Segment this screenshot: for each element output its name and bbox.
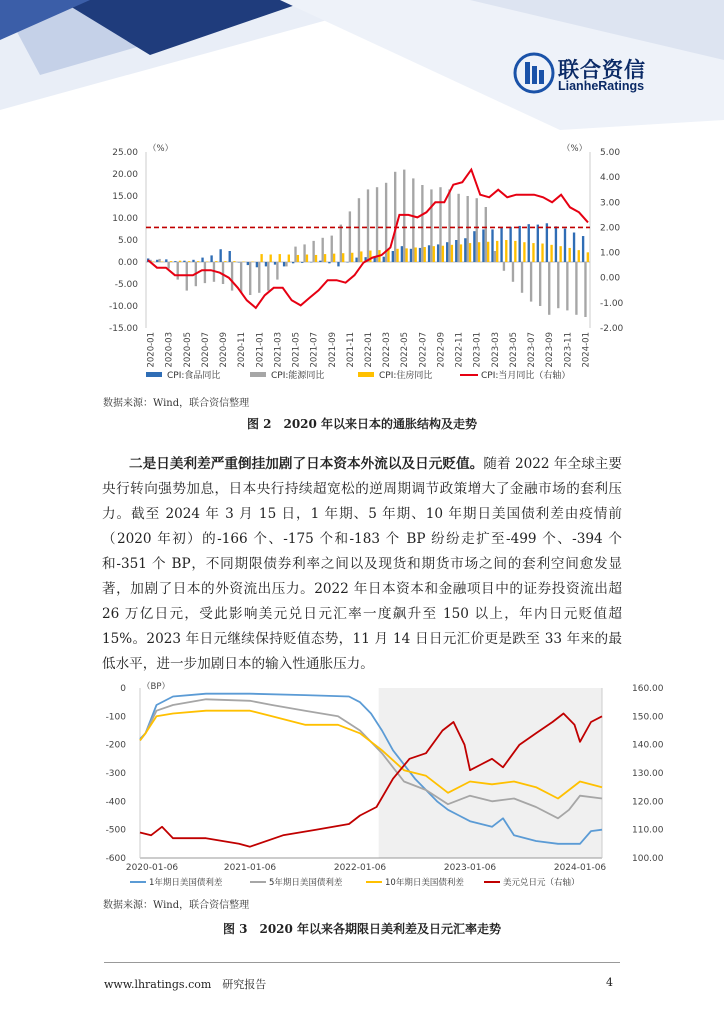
fig3-left-tick-label: 0 <box>120 684 126 694</box>
fig2-bar-s1 <box>367 189 369 262</box>
fig3-left-tick-label: -400 <box>105 797 126 808</box>
fig2-bar-s1 <box>358 198 360 262</box>
company-logo <box>514 52 704 100</box>
fig2-bar-s2 <box>487 242 489 262</box>
fig2-bar-s2 <box>451 245 453 262</box>
fig2-bar-s1 <box>322 238 324 262</box>
logo-text-cn: 联合资信 <box>558 58 646 82</box>
fig3-x-tick-label: 2020-01-06 <box>125 863 179 873</box>
logo-text-en: LianheRatings <box>558 79 645 93</box>
fig2-right-tick-label: 3.00 <box>600 198 621 209</box>
fig2-x-tick-label: 2022-01 <box>364 332 374 368</box>
fig2-left-tick-label: -5.00 <box>114 280 138 290</box>
fig3-right-tick-label: 130.00 <box>632 769 664 779</box>
fig2-bar-s2 <box>197 261 199 262</box>
fig2-bar-s2 <box>505 240 507 262</box>
fig2-legend-label: CPI:食品同比 <box>167 371 221 381</box>
fig2-bar-s1 <box>285 262 287 266</box>
fig2-bar-s1 <box>494 251 496 262</box>
fig2-x-tick-label: 2023-01 <box>472 332 483 368</box>
fig2-bar-s1 <box>276 262 278 280</box>
fig2-bar-s0 <box>446 242 448 262</box>
fig3-x-tick-label: 2024-01-06 <box>553 863 607 873</box>
fig2-bar-s1 <box>249 262 251 295</box>
fig2-bar-s2 <box>306 255 308 262</box>
fig3-legend-label: 1年期日美国债利差 <box>149 878 223 888</box>
fig2-bar-s0 <box>401 246 403 262</box>
fig2-bar-s2 <box>170 261 172 262</box>
fig2-bar-s2 <box>496 241 498 262</box>
fig2-bar-s0 <box>192 260 194 262</box>
fig2-bar-s1 <box>575 262 577 315</box>
fig2-bar-s2 <box>215 261 217 262</box>
footer-website: www.lhratings.com 研究报告 <box>104 978 267 991</box>
fig2-bar-s0 <box>229 251 231 262</box>
fig2-bar-s1 <box>539 262 541 306</box>
fig2-bar-s2 <box>433 246 435 262</box>
fig2-bar-s1 <box>331 236 333 262</box>
fig3-right-tick-label: 110.00 <box>632 825 664 836</box>
fig2-bar-s0 <box>247 262 249 265</box>
fig2-bar-s2 <box>297 255 299 262</box>
fig2-x-tick-label: 2020-05 <box>182 332 193 368</box>
fig2-right-tick-label: 2.00 <box>600 223 621 234</box>
fig2-bar-s2 <box>288 255 290 262</box>
fig2-right-tick-label: -2.00 <box>600 324 624 334</box>
fig2-bar-s2 <box>188 261 190 262</box>
footer-divider <box>104 962 620 963</box>
fig2-bar-s1 <box>240 262 242 293</box>
fig2-bar-s0 <box>528 224 530 262</box>
fig2-bar-s0 <box>582 236 584 262</box>
fig2-bar-s2 <box>333 254 335 262</box>
fig2-bar-s1 <box>584 262 586 317</box>
fig2-bar-s1 <box>466 196 468 262</box>
fig2-bar-s0 <box>573 233 575 262</box>
fig2-bar-s1 <box>430 189 432 262</box>
fig2-bar-s1 <box>167 262 169 269</box>
fig2-left-tick-label: 15.00 <box>112 192 138 202</box>
fig3-legend-label: 5年期日美国债利差 <box>269 878 343 888</box>
fig2-bar-s1 <box>258 262 260 293</box>
fig2-bar-s0 <box>174 261 176 262</box>
fig3-right-tick-label: 150.00 <box>632 712 664 723</box>
fig2-bar-s1 <box>421 185 423 262</box>
fig2-bar-s1 <box>303 244 305 262</box>
fig2-bar-s2 <box>360 251 362 262</box>
fig2-bar-s1 <box>485 207 487 262</box>
fig2-left-tick-label: 20.00 <box>112 170 138 180</box>
fig2-bar-s2 <box>233 261 235 262</box>
fig2-bar-s1 <box>412 178 414 262</box>
fig3-left-tick-label: -500 <box>105 825 126 836</box>
fig2-bar-s0 <box>283 262 285 266</box>
fig2-bar-s0 <box>156 260 158 262</box>
fig3-right-tick-label: 120.00 <box>632 797 664 808</box>
fig2-bar-s2 <box>559 246 561 262</box>
page-number: 4 <box>606 976 613 989</box>
fig2-bar-s0 <box>482 229 484 262</box>
fig2-bar-s2 <box>442 246 444 262</box>
fig2-bar-s0 <box>500 228 502 262</box>
fig2-legend-swatch <box>146 372 162 377</box>
fig2-bar-s1 <box>530 262 532 302</box>
fig2-x-tick-label: 2023-07 <box>527 332 538 368</box>
fig2-bar-s2 <box>424 247 426 262</box>
fig3-right-tick-label: 100.00 <box>632 854 664 864</box>
body-text: 随着 2022 年全球主要央行转向强势加息，日本央行持续超宽松的逆周期调节政策增大了金融市场的套利压力。截至 2024 年 3 月 15 日，1 年期、5 年期、10 年期日美国债利差由疫情前（2020 年初）的-166 个、-175 个和-183 个 BP 纷纷走扩至-499 个、-394 个和-351 个 BP，不同期限债券利率之间以及现货和期货市场之间的套利空间愈发显著，加剧了日本的外资流出压力。2022 年日本资本和金融项目中的证券投资流出超 26 万亿日元，受此影响美元兑日元汇率一度飙升至 150 以上，年内日元贬值超 15%。2023 年日元继续保持贬值态势，11 月 14 日日元汇价更是跌至 33 年来的最低水平，进一步加剧日本的输入性通胀压力。 <box>102 456 622 672</box>
fig2-bar-s2 <box>405 248 407 262</box>
figure3-svg <box>100 678 664 893</box>
fig3-left-tick-label: -600 <box>105 854 126 864</box>
fig2-bar-s0 <box>337 262 339 266</box>
fig2-bar-s2 <box>279 254 281 262</box>
fig2-bar-s0 <box>437 244 439 262</box>
fig2-bar-s0 <box>473 231 475 262</box>
fig3-legend-label: 10年期日美国债利差 <box>385 878 464 888</box>
fig2-bar-s2 <box>324 254 326 262</box>
fig2-legend-label: CPI:能源同比 <box>271 371 325 381</box>
fig2-bar-s1 <box>267 262 269 291</box>
fig2-bar-s0 <box>464 238 466 262</box>
fig2-bar-s0 <box>419 248 421 262</box>
fig2-bar-s2 <box>569 248 571 262</box>
fig2-bar-s2 <box>532 243 534 262</box>
fig2-x-tick-label: 2021-05 <box>291 332 302 368</box>
fig2-bar-s2 <box>523 242 525 262</box>
fig2-bar-s0 <box>319 261 321 262</box>
fig2-x-tick-label: 2024-01 <box>581 331 592 368</box>
fig2-bar-s1 <box>294 247 296 262</box>
fig2-x-tick-label: 2020-07 <box>200 332 211 368</box>
fig2-bar-s0 <box>201 258 203 262</box>
fig2-bar-s2 <box>541 244 543 262</box>
fig2-bar-s0 <box>509 227 511 262</box>
figure3-chart <box>100 678 664 893</box>
fig2-bar-s0 <box>491 229 493 262</box>
fig2-bar-s0 <box>265 262 267 266</box>
fig2-left-tick-label: 0.00 <box>117 258 138 268</box>
fig2-x-tick-label: 2022-05 <box>400 332 411 368</box>
fig2-x-tick-label: 2021-09 <box>327 332 338 368</box>
fig2-bar-s0 <box>183 261 185 262</box>
fig2-x-tick-label: 2021-01 <box>255 332 266 368</box>
fig2-bar-s1 <box>548 262 550 315</box>
fig2-bar-s2 <box>179 261 181 262</box>
fig2-bar-s2 <box>550 245 552 262</box>
fig2-bar-s1 <box>476 198 478 262</box>
fig2-bar-s1 <box>158 259 160 262</box>
fig2-bar-s1 <box>503 262 505 271</box>
figure2-chart <box>100 140 630 390</box>
fig2-bar-s0 <box>256 262 258 267</box>
fig2-bar-s2 <box>514 241 516 262</box>
fig2-x-tick-label: 2020-01 <box>146 332 157 368</box>
fig2-bar-s1 <box>186 262 188 291</box>
fig2-bar-s0 <box>546 223 548 262</box>
fig2-bar-s1 <box>340 225 342 262</box>
fig2-legend-label: CPI:住房同比 <box>379 371 433 381</box>
fig2-x-tick-label: 2022-09 <box>436 332 447 368</box>
fig2-x-tick-label: 2023-11 <box>563 332 574 368</box>
fig2-bar-s1 <box>557 262 559 308</box>
fig2-bar-s1 <box>376 187 378 262</box>
fig2-bar-s2 <box>469 243 471 262</box>
fig2-bar-s2 <box>342 253 344 262</box>
fig2-bar-s0 <box>410 249 412 262</box>
fig2-bar-s0 <box>210 255 212 262</box>
fig2-bar-s1 <box>448 189 450 262</box>
fig2-bar-s0 <box>564 229 566 262</box>
fig2-left-unit: （%） <box>148 144 174 154</box>
fig2-bar-s0 <box>537 225 539 262</box>
fig2-x-tick-label: 2021-03 <box>273 332 284 368</box>
fig2-bar-s0 <box>301 262 303 263</box>
fig2-x-tick-label: 2023-09 <box>545 332 556 368</box>
fig3-left-tick-label: -100 <box>105 712 126 723</box>
fig2-bar-s2 <box>587 252 589 262</box>
fig2-bar-s1 <box>521 262 523 293</box>
fig2-bar-s2 <box>224 261 226 262</box>
fig2-bar-s1 <box>439 187 441 262</box>
fig2-bar-s1 <box>394 172 396 262</box>
fig2-bar-s2 <box>414 247 416 262</box>
fig3-right-tick-label: 160.00 <box>632 684 664 694</box>
fig2-x-tick-label: 2022-03 <box>382 332 393 368</box>
logo-icon <box>514 52 554 94</box>
fig2-left-tick-label: 10.00 <box>112 214 138 224</box>
fig2-bar-s1 <box>512 262 514 282</box>
figure2-svg <box>100 140 630 390</box>
fig2-bar-s0 <box>383 257 385 262</box>
fig2-bar-s2 <box>478 242 480 262</box>
fig2-x-tick-label: 2020-09 <box>219 332 230 368</box>
fig2-legend-swatch <box>358 372 374 377</box>
fig2-x-tick-label: 2020-03 <box>164 332 175 368</box>
fig2-bar-s2 <box>315 255 317 262</box>
fig2-x-tick-label: 2021-07 <box>309 332 320 368</box>
fig2-bar-s0 <box>428 245 430 262</box>
fig2-bar-s0 <box>328 262 330 263</box>
fig2-bar-s1 <box>349 211 351 262</box>
fig2-x-tick-label: 2022-11 <box>454 332 465 368</box>
fig2-bar-s1 <box>204 262 206 283</box>
fig2-bar-s0 <box>165 259 167 262</box>
fig2-bar-s0 <box>219 249 221 262</box>
fig3-x-tick-label: 2022-01-06 <box>333 863 387 873</box>
fig3-left-tick-label: -200 <box>105 740 126 751</box>
fig2-left-tick-label: -15.00 <box>108 324 138 334</box>
fig2-bar-s1 <box>312 241 314 262</box>
fig2-bar-s0 <box>455 240 457 262</box>
body-paragraph <box>102 452 622 677</box>
fig2-right-tick-label: 4.00 <box>600 173 621 184</box>
fig2-bar-s1 <box>566 262 568 310</box>
fig2-bar-s0 <box>555 226 557 262</box>
fig2-bar-s0 <box>355 258 357 262</box>
fig2-right-tick-label: 1.00 <box>600 248 621 259</box>
fig3-left-tick-label: -300 <box>105 769 126 779</box>
figure3-source: 数据来源：Wind，联合资信整理 <box>103 900 250 911</box>
fig3-x-tick-label: 2023-01-06 <box>443 863 497 873</box>
fig2-legend-swatch <box>250 372 266 377</box>
fig2-bar-s1 <box>231 262 233 291</box>
body-lead: 二是日美利差严重倒挂加剧了日本资本外流以及日元贬值。 <box>129 456 484 472</box>
fig2-bar-s2 <box>460 244 462 262</box>
fig2-bar-s2 <box>351 253 353 262</box>
fig3-x-tick-label: 2021-01-06 <box>223 863 277 873</box>
fig2-bar-s0 <box>292 262 294 263</box>
fig2-left-tick-label: -10.00 <box>108 302 138 312</box>
fig3-left-unit: （BP） <box>142 682 170 692</box>
fig2-bar-s0 <box>392 251 394 262</box>
fig2-left-tick-label: 25.00 <box>112 148 138 158</box>
fig3-right-tick-label: 140.00 <box>632 740 664 751</box>
fig2-bar-s2 <box>396 249 398 262</box>
figure2-caption: 图 2 2020 年以来日本的通胀结构及走势 <box>246 417 478 431</box>
fig2-right-tick-label: 5.00 <box>600 148 621 158</box>
figure2-source: 数据来源：Wind，联合资信整理 <box>103 398 250 409</box>
fig2-right-unit: （%） <box>562 144 588 154</box>
fig2-right-tick-label: 0.00 <box>600 273 621 284</box>
figure3-caption: 图 3 2020 年以来各期限日美利差及日元汇率走势 <box>222 922 502 936</box>
fig2-x-tick-label: 2023-03 <box>490 332 501 368</box>
fig3-legend-label: 美元兑日元（右轴） <box>503 878 580 888</box>
fig2-right-tick-label: -1.00 <box>600 298 624 309</box>
fig2-bar-s2 <box>270 255 272 262</box>
fig2-left-tick-label: 5.00 <box>117 236 138 246</box>
fig2-bar-s2 <box>578 250 580 262</box>
fig2-x-tick-label: 2022-07 <box>418 332 429 368</box>
fig2-x-tick-label: 2021-11 <box>345 332 356 368</box>
fig2-bar-s2 <box>260 254 262 262</box>
fig2-x-tick-label: 2023-05 <box>508 332 519 368</box>
fig2-x-tick-label: 2020-11 <box>237 332 248 368</box>
fig2-legend-label: CPI:当月同比（右轴） <box>481 371 571 381</box>
fig2-bar-s1 <box>177 262 179 280</box>
fig2-bar-s0 <box>274 262 276 265</box>
fig2-bar-s0 <box>519 226 521 262</box>
